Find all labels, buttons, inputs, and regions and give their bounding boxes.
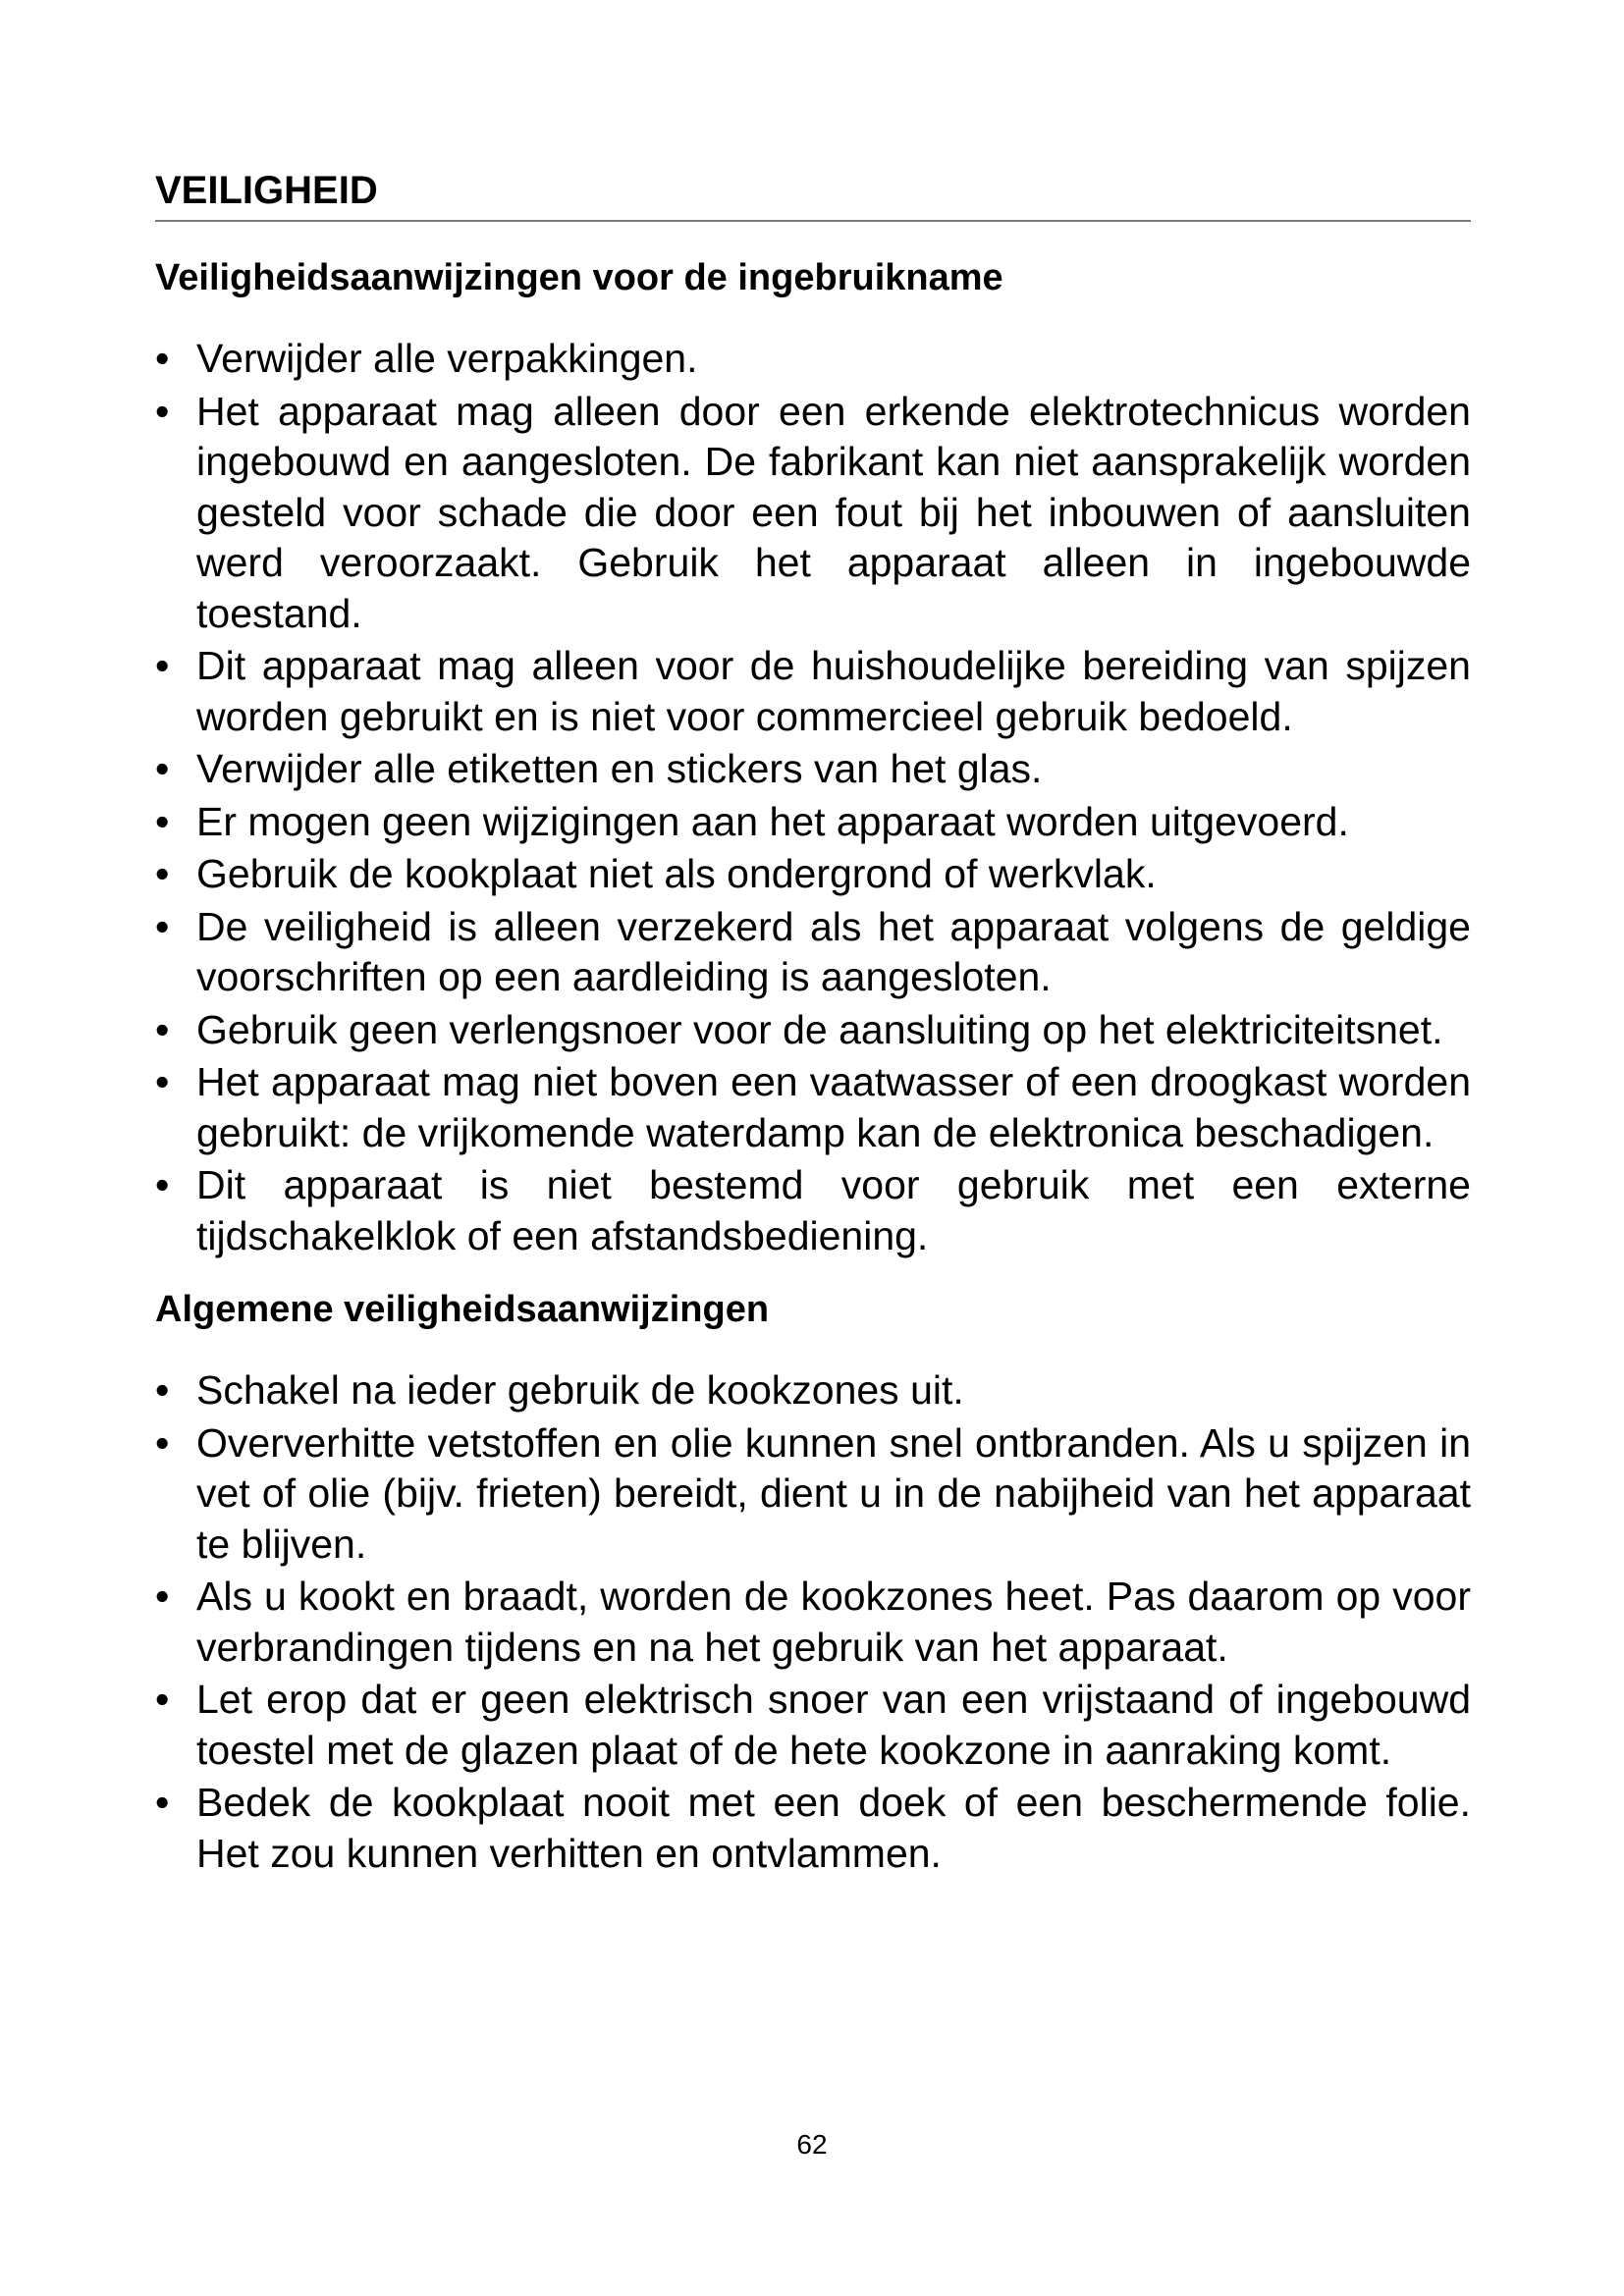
section-heading-startup: Veiligheidsaanwijzingen voor de ingebruikname — [155, 257, 1003, 298]
list-item — [155, 797, 1471, 848]
bullet-icon: • — [155, 798, 170, 844]
bullet-icon: • — [155, 1419, 170, 1466]
list-item-text: Schakel na ieder gebruik de kookzones uit. — [196, 1367, 964, 1413]
bullet-icon: • — [155, 1162, 170, 1207]
list-item — [155, 1778, 1471, 1879]
section-heading-general: Algemene veiligheidsaanwijzingen — [155, 1289, 770, 1330]
list-item-text: Als u kookt en braadt, worden de kookzones heet. Pas daarom op voor verbrandingen tijdens en na het gebruik van het apparaat. — [196, 1574, 1471, 1670]
list-item-text: Verwijder alle verpakkingen. — [196, 336, 698, 381]
list-item-text: Gebruik de kookplaat niet als ondergrond of werkvlak. — [196, 851, 1157, 896]
bullet-icon: • — [155, 1059, 170, 1104]
startup-safety-list — [155, 334, 1471, 1261]
list-item-text: Er mogen geen wijzigingen aan het apparaat worden uitgevoerd. — [196, 798, 1349, 844]
bullet-icon: • — [155, 643, 170, 688]
list-item-text: Let erop dat er geen elektrisch snoer van een vrijstaand of ingebouwd toestel met de glazen plaat of de hete kookzone in aanraking komt. — [196, 1677, 1471, 1773]
bullet-icon: • — [155, 1006, 170, 1052]
list-item-text: De veiligheid is alleen verzekerd als het apparaat volgens de geldige voorschriften op een aardleiding is aangesloten. — [196, 903, 1471, 999]
bullet-icon: • — [155, 903, 170, 949]
bullet-icon: • — [155, 1780, 170, 1825]
bullet-icon: • — [155, 851, 170, 896]
list-item — [155, 1160, 1471, 1261]
list-item-text: Bedek de kookplaat nooit met een doek of een beschermende folie. Het zou kunnen verhitten en ontvlammen. — [196, 1780, 1471, 1876]
list-item — [155, 1365, 1471, 1416]
document-page — [155, 167, 1471, 1881]
bullet-icon: • — [155, 336, 170, 381]
page-title: VEILIGHEID — [155, 167, 1471, 222]
list-item — [155, 849, 1471, 900]
list-item — [155, 387, 1471, 640]
list-item — [155, 641, 1471, 742]
bullet-icon: • — [155, 1367, 170, 1413]
list-item-text: Oververhitte vetstoffen en olie kunnen snel ontbranden. Als u spijzen in vet of olie (bijv. frieten) bereidt, dient u in de nabijheid van het apparaat te blijven. — [196, 1419, 1471, 1567]
page-number: 62 — [796, 2129, 828, 2160]
list-item — [155, 334, 1471, 385]
list-item-text: Dit apparaat is niet bestemd voor gebruik met een externe tijdschakelklok of een afstandsbediening. — [196, 1162, 1471, 1258]
list-item — [155, 1005, 1471, 1056]
list-item-text: Verwijder alle etiketten en stickers van het glas. — [196, 746, 1043, 791]
list-item-text: Dit apparaat mag alleen voor de huishoudelijke bereiding van spijzen worden gebruikt en is niet voor commercieel gebruik bedoeld. — [196, 643, 1471, 739]
bullet-icon: • — [155, 388, 170, 434]
list-item — [155, 1418, 1471, 1571]
list-item — [155, 1057, 1471, 1158]
list-item — [155, 1572, 1471, 1673]
bullet-icon: • — [155, 1574, 170, 1619]
list-item-text: Het apparaat mag alleen door een erkende elektrotechnicus worden ingebouwd en aangesloten. De fabrikant kan niet aansprakelijk worden gesteld voor schade die door een fout bij het inbouwen of aansluiten werd veroorzaakt. Gebruik het apparaat alleen in ingebouwde toestand. — [196, 388, 1471, 636]
list-item-text: Het apparaat mag niet boven een vaatwasser of een droogkast worden gebruikt: de vrijkomende waterdamp kan de elektronica beschadigen. — [196, 1059, 1471, 1155]
bullet-icon: • — [155, 746, 170, 791]
list-item-text: Gebruik geen verlengsnoer voor de aansluiting op het elektriciteitsnet. — [196, 1006, 1443, 1052]
general-safety-list — [155, 1365, 1471, 1879]
bullet-icon: • — [155, 1677, 170, 1722]
list-item — [155, 1675, 1471, 1776]
list-item — [155, 902, 1471, 1003]
list-item — [155, 744, 1471, 795]
